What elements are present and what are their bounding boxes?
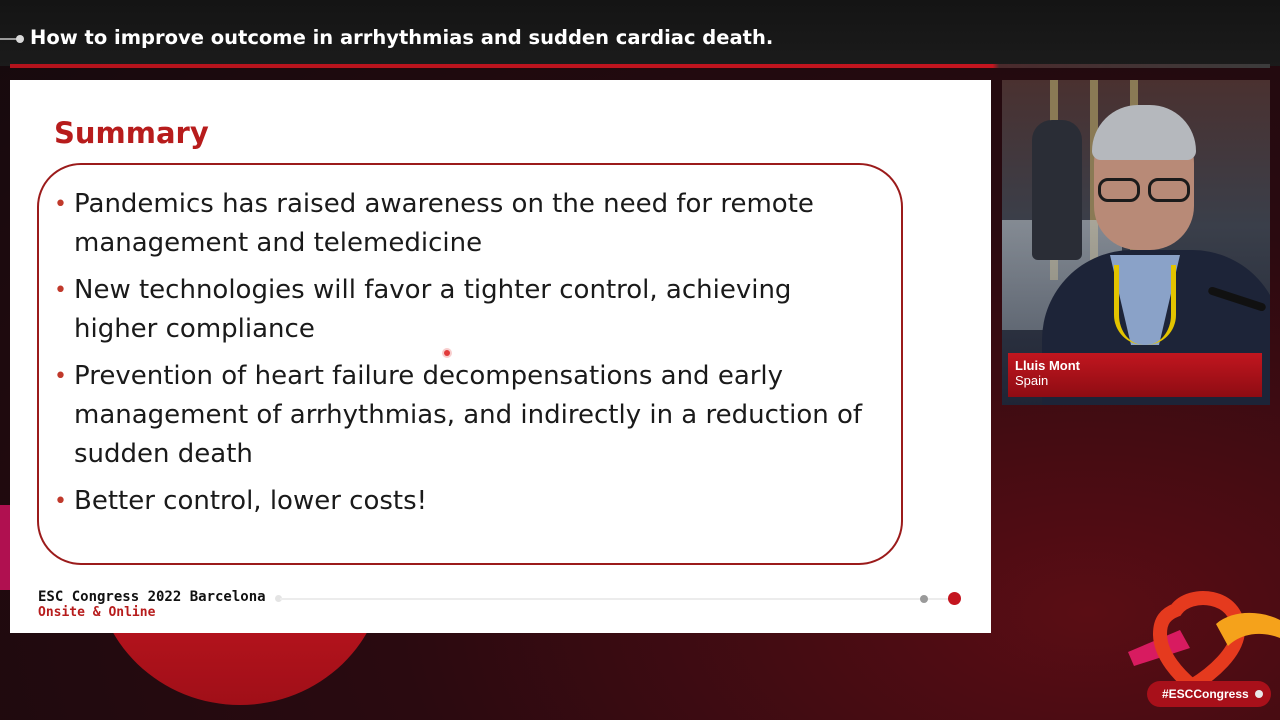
laser-pointer-icon: [444, 350, 450, 356]
bullet-text: Prevention of heart failure decompensations and early management of arrhythmias, and indirectly in a reduction of sudden death: [74, 361, 863, 469]
header-dot-icon: [16, 35, 24, 43]
slide-progress-line: [280, 598, 950, 600]
speaker-video: [1002, 80, 1270, 405]
bullet-item: [54, 482, 874, 521]
bullet-text: New technologies will favor a tighter control, achieving higher compliance: [74, 275, 792, 344]
glasses-icon: [1094, 178, 1194, 202]
speaker-hair: [1092, 105, 1196, 160]
logo-orange-ribbon: [1216, 613, 1280, 646]
bullet-list: [54, 185, 874, 529]
bullet-item: [54, 357, 874, 474]
bullet-item: [54, 271, 874, 349]
bullet-dot-icon: •: [54, 364, 67, 389]
speaker-name: Lluis Mont: [1015, 358, 1080, 373]
hashtag-dot-icon: [1255, 690, 1263, 698]
header-underline: [10, 64, 1270, 68]
bullet-text: Pandemics has raised awareness on the need for remote management and telemedicine: [74, 189, 814, 258]
decorative-pink-bar: [0, 505, 10, 590]
bullet-item: [54, 185, 874, 263]
bullet-dot-icon: •: [54, 192, 67, 217]
bullet-dot-icon: •: [54, 278, 67, 303]
congress-mode: Onsite & Online: [38, 605, 156, 620]
top-header-bar: [0, 0, 1280, 66]
progress-red-dot: [948, 592, 961, 605]
presentation-slide: [10, 80, 991, 633]
congress-name: ESC Congress 2022 Barcelona: [38, 589, 266, 605]
background-person: [1032, 120, 1082, 260]
speaker-country: Spain: [1015, 373, 1049, 388]
progress-gray-dot: [920, 595, 928, 603]
glasses-lens: [1148, 178, 1190, 202]
bullet-text: Better control, lower costs!: [74, 486, 428, 516]
slide-heading: Summary: [54, 116, 209, 150]
glasses-lens: [1098, 178, 1140, 202]
speaker-nameplate: [1008, 353, 1262, 397]
session-title: How to improve outcome in arrhythmias and sudden cardiac death.: [30, 26, 774, 49]
hashtag-badge: [1147, 681, 1271, 707]
hashtag-text: #ESCCongress: [1162, 687, 1249, 701]
bullet-dot-icon: •: [54, 489, 67, 514]
speaker-lanyard: [1114, 265, 1176, 345]
